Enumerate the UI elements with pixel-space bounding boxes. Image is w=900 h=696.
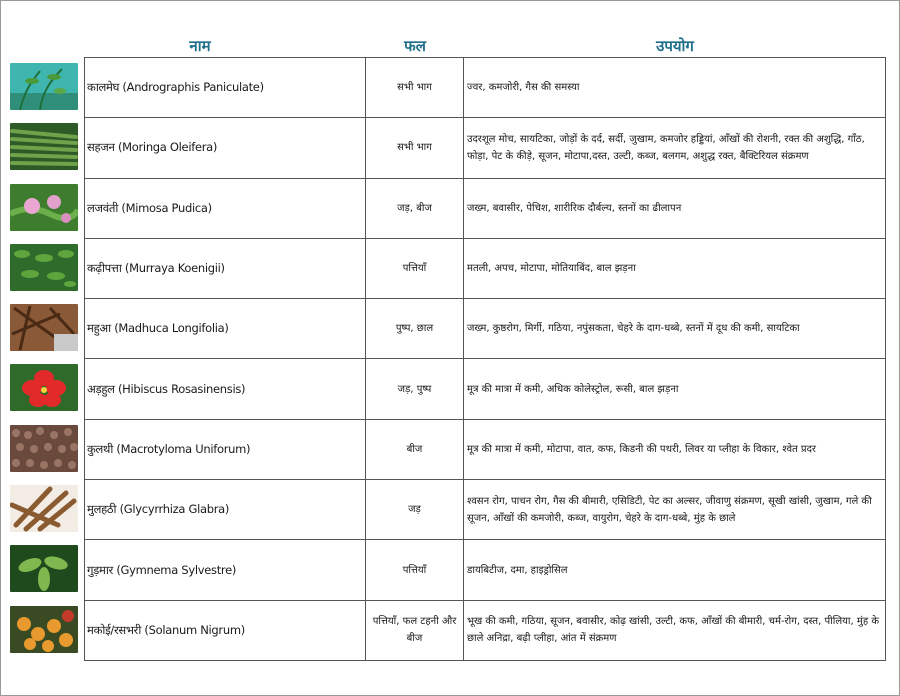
plant-name: कालमेघ (Andrographis Paniculate) xyxy=(84,58,365,117)
plant-part: बीज xyxy=(365,420,463,479)
plant-uses: ज्वर, कमजोरी, गैस की समस्या xyxy=(463,58,886,117)
table-row xyxy=(84,359,886,419)
plant-uses: डायबिटीज, दमा, हाइड्रोसिल xyxy=(463,540,886,599)
plant-uses: श्वसन रोग, पाचन रोग, गैस की बीमारी, एसिडिटी, पेट का अल्सर, जीवाणु संक्रमण, सूखी खांसी, जुखाम, गले की सूजन, आँखों की कमजोरी, कब्ज, वायुरोग, चेहरे के दाग-धब्बे, मुंह के छाले xyxy=(463,480,886,539)
plant-uses: उदरशूल मोच, सायटिका, जोड़ों के दर्द, सर्दी, जुखाम, कमजोर हड्डियां, आँखों की रोशनी, रक्त की अशुद्धि, गाँठ, फोड़ा, पेट के कीड़े, सूजन, मोटापा,दस्त, उल्टी, कब्ज, बलगम, अशुद्ध रक्त, बैक्टिरियल संक्रमण xyxy=(463,118,886,177)
table-row xyxy=(84,299,886,359)
horse-gram-seeds-photo xyxy=(10,425,78,472)
table-header xyxy=(0,36,900,56)
plant-part: पत्तियाँ xyxy=(365,239,463,298)
kalmegh-plant-photo xyxy=(10,63,78,110)
plant-uses: मतली, अपच, मोटापा, मोतियाबिंद, बाल झड़ना xyxy=(463,239,886,298)
curry-leaves-photo xyxy=(10,244,78,291)
header-part: फल xyxy=(404,37,426,55)
plant-part: जड़ xyxy=(365,480,463,539)
plant-part: पत्तियाँ, फल टहनी और बीज xyxy=(365,601,463,660)
plant-name: महुआ (Madhuca Longifolia) xyxy=(84,299,365,358)
hibiscus-flower-photo xyxy=(10,364,78,411)
licorice-root-photo xyxy=(10,485,78,532)
mimosa-flower-photo xyxy=(10,184,78,231)
table-row xyxy=(84,601,886,661)
table-row xyxy=(84,420,886,480)
plant-part: पुष्प, छाल xyxy=(365,299,463,358)
plant-uses: भूख की कमी, गठिया, सूजन, बवासीर, कोढ़ खांसी, उल्टी, कफ, आँखों की बीमारी, चर्म-रोग, दस्त, पीलिया, मुंह के छाले अनिद्रा, बढ़ी प्लीहा, आंत में संक्रमण xyxy=(463,601,886,660)
plant-part: जड़, पुष्प xyxy=(365,359,463,418)
plant-table xyxy=(84,57,886,661)
table-row xyxy=(84,58,886,118)
plant-part: सभी भाग xyxy=(365,58,463,117)
plant-name: मकोई/रसभरी (Solanum Nigrum) xyxy=(84,601,365,660)
plant-name: अड़हुल (Hibiscus Rosasinensis) xyxy=(84,359,365,418)
plant-name: सहजन (Moringa Oleifera) xyxy=(84,118,365,177)
plant-name: लजवंती (Mimosa Pudica) xyxy=(84,179,365,238)
table-row xyxy=(84,540,886,600)
table-row xyxy=(84,480,886,540)
plant-name: कढ़ीपत्ता (Murraya Koenigii) xyxy=(84,239,365,298)
plant-name: गुड़मार (Gymnema Sylvestre) xyxy=(84,540,365,599)
header-use: उपयोग xyxy=(656,37,694,55)
plant-images-column xyxy=(10,63,78,666)
plant-part: पत्तियाँ xyxy=(365,540,463,599)
plant-part: जड़, बीज xyxy=(365,179,463,238)
header-name: नाम xyxy=(189,37,211,55)
table-row xyxy=(84,179,886,239)
table-row xyxy=(84,118,886,178)
plant-part: सभी भाग xyxy=(365,118,463,177)
table-row xyxy=(84,239,886,299)
plant-uses: मूत्र की मात्रा में कमी, मोटापा, वात, कफ, किडनी की पथरी, लिवर या प्लीहा के विकार, श्वेत प्रदर xyxy=(463,420,886,479)
plant-name: कुलथी (Macrotyloma Uniforum) xyxy=(84,420,365,479)
gurmar-leaves-photo xyxy=(10,545,78,592)
plant-uses: जख्म, कुष्ठरोग, मिर्गी, गठिया, नपुंसकता, चेहरे के दाग-धब्बे, स्तनों में दूध की कमी, सायटिका xyxy=(463,299,886,358)
solanum-berries-photo xyxy=(10,606,78,653)
plant-name: मुलहठी (Glycyrrhiza Glabra) xyxy=(84,480,365,539)
plant-uses: मूत्र की मात्रा में कमी, अधिक कोलेस्ट्रोल, रूसी, बाल झड़ना xyxy=(463,359,886,418)
plant-uses: जख्म, बवासीर, पेचिश, शारीरिक दौर्बल्य, स्तनों का ढीलापन xyxy=(463,179,886,238)
mahua-bark-photo xyxy=(10,304,78,351)
drumstick-pods-photo xyxy=(10,123,78,170)
